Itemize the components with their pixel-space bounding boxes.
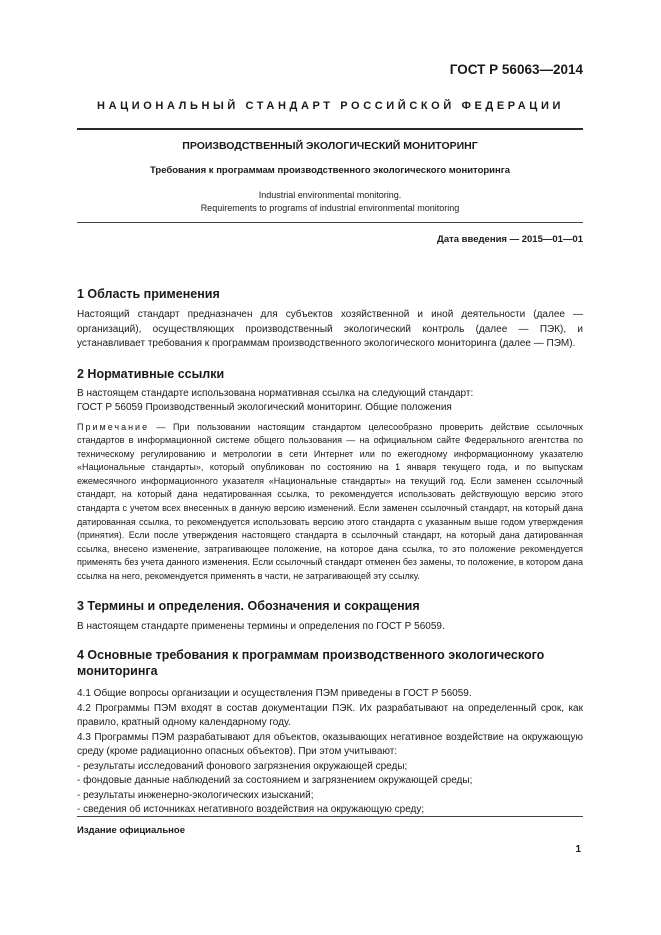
section-1-heading: 1 Область применения (77, 287, 220, 301)
document-title: ПРОИЗВОДСТВЕННЫЙ ЭКОЛОГИЧЕСКИЙ МОНИТОРИНГ (182, 140, 478, 152)
section-4-paragraph-1: 4.1 Общие вопросы организации и осуществления ПЭМ приведены в ГОСТ Р 56059. (77, 688, 472, 700)
section-2-note (77, 421, 583, 584)
section-3-heading: 3 Термины и определения. Обозначения и сокращения (77, 598, 420, 613)
document-number: ГОСТ Р 56063—2014 (449, 62, 583, 77)
english-title-line-2: Requirements to programs of industrial environmental monitoring (200, 203, 460, 213)
section-4 (77, 647, 583, 818)
section-4-heading: 4 Основные требования к программам производственного экологического мониторинга (77, 648, 545, 679)
introduction-date: Дата введения — 2015—01—01 (437, 234, 583, 245)
header-divider (77, 128, 583, 130)
section-3 (77, 598, 583, 635)
list-item: - сведения об источниках негативного воздействия на окружающую среду; (77, 804, 425, 816)
section-3-paragraph: В настоящем стандарте применены термины и определения по ГОСТ Р 56059. (77, 620, 445, 632)
english-title (77, 189, 583, 215)
note-text: — При пользовании настоящим стандартом целесообразно проверить действие ссылочных стандартов в информационной системе общего пользования — на официальном сайте Федерального агентства по техническому регулированию и метрологии в сети Интернет или по ежегодному информационному указателю «Национальные стандарты», который опубликован по состоянию на 1 января текущего года, и по выпускам ежемесячного информационного указателя «Национальные стандарты» на текущий год. Если заменен ссылочный стандарт, на который дана недатированная ссылка, то рекомендуется использовать действующую версию этого стандарта с учетом всех внесенных в данную версию изменений. Если заменен ссылочный стандарт, на который дана датированная ссылка, то рекомендуется использовать версию этого стандарта с указанным выше годом утверждения (принятия). Если после утверждения настоящего стандарта в ссылочный стандарт, на который дана датированная ссылка, внесено изменение, затрагивающее положение, на которое дана ссылка, то это положение рекомендуется применять без учета данного изменения. Если ссылочный стандарт отменен без замены, то положение, в котором дана ссылка на него, рекомендуется применять в части, не затрагивающей эту ссылку. (77, 421, 583, 582)
section-4-paragraph-3: 4.3 Программы ПЭМ разрабатывают для объектов, оказывающих негативное воздействие на окружающую среду (кроме радиационно опасных объектов). При этом учитывают: (77, 731, 583, 758)
section-1 (77, 286, 583, 352)
list-item: - результаты исследований фонового загрязнения окружающей среды; (77, 760, 408, 772)
section-2-paragraph-2: ГОСТ Р 56059 Производственный экологический мониторинг. Общие положения (77, 402, 452, 413)
document-body (77, 286, 583, 818)
official-edition-label: Издание официальное (77, 825, 185, 836)
national-standard-heading: НАЦИОНАЛЬНЫЙ СТАНДАРТ РОССИЙСКОЙ ФЕДЕРАЦИИ (97, 100, 564, 112)
footer-divider (77, 816, 583, 817)
section-2 (77, 366, 583, 584)
title-divider (77, 222, 583, 223)
section-2-paragraph-1: В настоящем стандарте использована нормативная ссылка на следующий стандарт: (77, 387, 474, 399)
page-number: 1 (575, 844, 581, 855)
list-item: - фондовые данные наблюдений за состоянием и загрязнением окружающей среды; (77, 775, 473, 787)
note-label: Примечание (77, 421, 150, 432)
section-4-paragraph-2: 4.2 Программы ПЭМ входят в состав документации ПЭК. Их разрабатывают на определенный срок, как правило, кратный одному календарному году. (77, 702, 583, 729)
section-1-paragraph: Настоящий стандарт предназначен для субъектов хозяйственной и иной деятельности (далее — организаций), осуществляющих производственный экологический контроль (далее — ПЭК), и устанавливает требования к программам производственного экологического мониторинга (далее — ПЭМ). (77, 309, 583, 349)
list-item: - результаты инженерно-экологических изысканий; (77, 789, 314, 801)
english-title-line-1: Industrial environmental monitoring. (258, 190, 402, 200)
considerations-list (77, 760, 583, 818)
section-2-heading: 2 Нормативные ссылки (77, 366, 225, 381)
document-subtitle: Требования к программам производственного экологического мониторинга (149, 165, 511, 176)
